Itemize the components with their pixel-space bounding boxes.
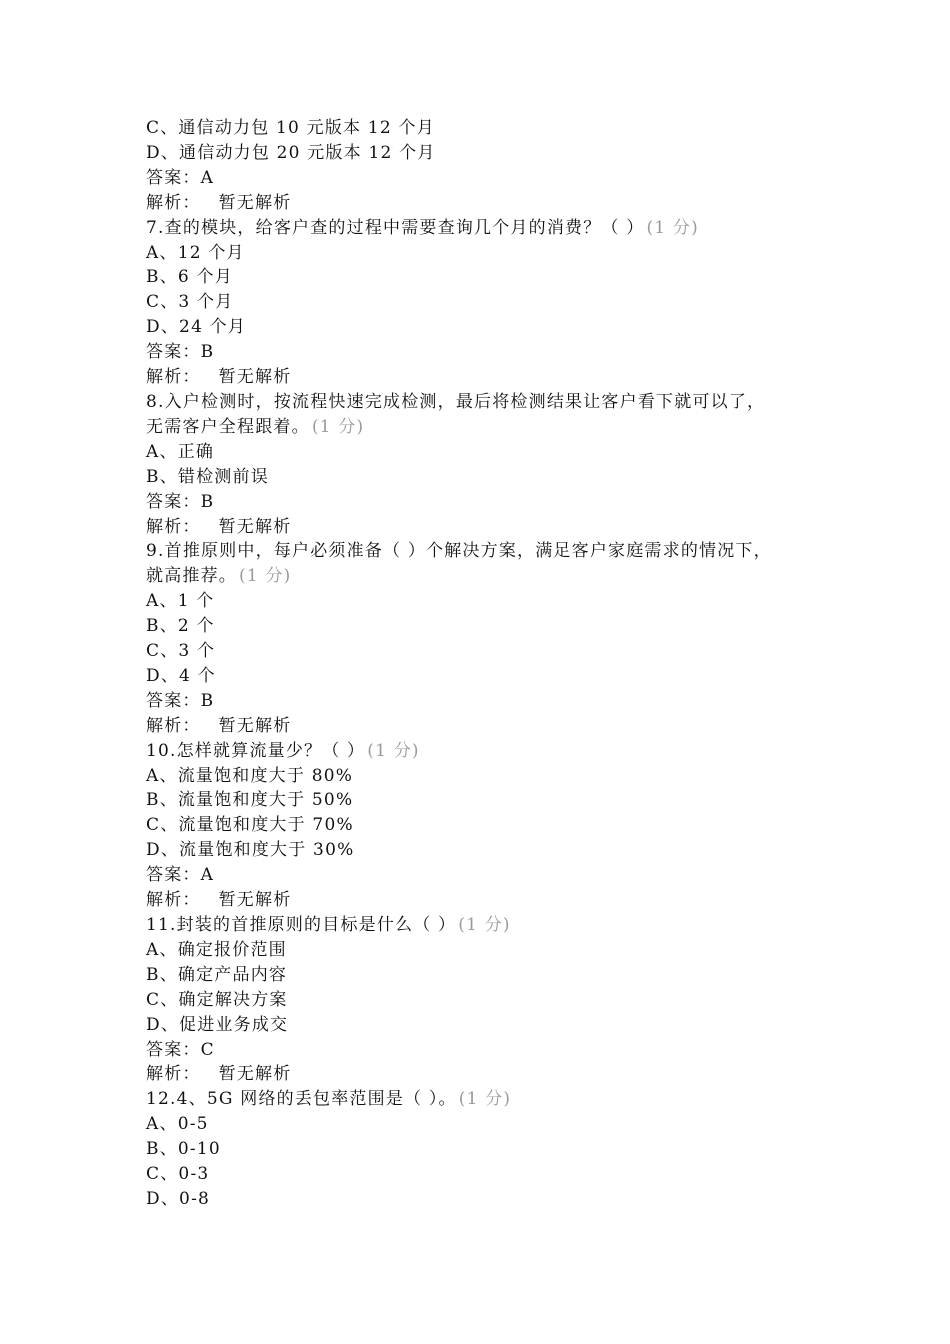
option-line	[146, 813, 826, 838]
option-separator: 、	[159, 616, 178, 637]
question-line	[146, 415, 826, 440]
option-text: 3 个月	[178, 292, 234, 313]
question-line	[146, 913, 826, 938]
option-separator: 、	[160, 142, 180, 163]
option-separator: 、	[160, 641, 179, 662]
analysis-value: 暂无解析	[218, 715, 292, 736]
option-line	[146, 838, 826, 863]
question-score: (1 分)	[458, 1089, 512, 1110]
option-text: 通信动力包 10 元版本 12 个月	[178, 118, 435, 138]
option-letter: A	[146, 939, 160, 960]
answer-line	[146, 863, 826, 888]
option-letter: D	[146, 317, 161, 338]
analysis-label: 解析：	[146, 192, 201, 213]
option-letter: B	[146, 466, 160, 487]
answer-value: C	[200, 1039, 215, 1060]
option-text: 24 个月	[179, 317, 247, 338]
option-line	[146, 1112, 826, 1137]
exam-document	[146, 116, 826, 1212]
option-separator: 、	[159, 964, 178, 985]
option-separator: 、	[159, 441, 178, 462]
option-separator: 、	[160, 118, 179, 138]
option-separator: 、	[160, 815, 179, 836]
analysis-line	[146, 714, 826, 739]
analysis-label: 解析：	[146, 516, 201, 537]
option-line	[146, 116, 826, 141]
option-letter: A	[146, 765, 160, 786]
analysis-value: 暂无解析	[218, 192, 292, 213]
analysis-value: 暂无解析	[218, 367, 292, 388]
option-separator: 、	[160, 989, 179, 1010]
question-number: 7.	[146, 217, 165, 238]
option-letter: B	[146, 1139, 160, 1160]
option-separator: 、	[159, 1139, 178, 1160]
answer-line	[146, 340, 826, 365]
option-letter: B	[146, 267, 160, 288]
option-separator: 、	[160, 1164, 179, 1185]
analysis-label: 解析：	[146, 1064, 201, 1085]
answer-label: 答案：	[146, 1039, 201, 1060]
option-letter: B	[146, 790, 160, 811]
answer-line	[146, 1038, 826, 1063]
question-line	[146, 739, 826, 764]
question-text: 入户检测时，按流程快速完成检测，最后将检测结果让客户看下就可以了，	[164, 391, 766, 412]
option-text: 通信动力包 20 元版本 12 个月	[179, 142, 436, 163]
question-number: 8.	[146, 391, 165, 412]
option-letter: C	[146, 1164, 161, 1185]
option-line	[146, 764, 826, 789]
option-text: 确定产品内容	[177, 964, 288, 985]
option-separator: 、	[160, 1188, 180, 1209]
option-separator: 、	[159, 765, 178, 786]
question-line	[146, 216, 826, 241]
option-text: 错检测前误	[177, 466, 269, 487]
analysis-label: 解析：	[146, 367, 201, 388]
option-line	[146, 963, 826, 988]
option-line	[146, 1187, 826, 1212]
option-letter: C	[146, 989, 161, 1010]
option-text: 0-5	[177, 1114, 209, 1135]
analysis-value: 暂无解析	[218, 516, 292, 537]
option-letter: B	[146, 964, 160, 985]
option-letter: A	[146, 591, 160, 612]
question-number: 11.	[146, 915, 177, 935]
question-score: (1 分)	[646, 217, 699, 238]
option-text: 3 个	[178, 641, 216, 662]
answer-label: 答案：	[146, 690, 201, 711]
option-separator: 、	[159, 939, 178, 960]
option-separator: 、	[159, 591, 178, 612]
option-text: 4 个	[179, 665, 216, 686]
answer-label: 答案：	[146, 865, 201, 886]
analysis-line	[146, 1062, 826, 1087]
analysis-label: 解析：	[146, 890, 201, 911]
option-letter: B	[146, 616, 160, 637]
option-text: 流量饱和度大于 50%	[177, 790, 354, 811]
option-line	[146, 141, 826, 166]
question-text: 4、5G 网络的丢包率范围是（ ）。	[176, 1089, 457, 1110]
question-score: (1 分)	[311, 416, 365, 437]
option-letter: D	[146, 665, 161, 686]
option-line	[146, 639, 826, 664]
option-text: 正确	[177, 441, 215, 462]
option-letter: D	[146, 1014, 161, 1035]
option-letter: C	[146, 118, 161, 138]
question-line	[146, 1087, 826, 1112]
option-line	[146, 988, 826, 1013]
option-letter: A	[146, 242, 160, 263]
option-text: 流量饱和度大于 80%	[177, 765, 354, 786]
option-text: 2 个	[177, 616, 215, 637]
option-separator: 、	[159, 1114, 178, 1135]
answer-value: A	[200, 865, 215, 886]
analysis-line	[146, 888, 826, 913]
answer-label: 答案：	[146, 167, 201, 188]
option-line	[146, 265, 826, 290]
answer-value: B	[200, 342, 215, 363]
option-text: 12 个月	[177, 242, 245, 263]
option-text: 确定解决方案	[178, 989, 288, 1010]
question-score: (1 分)	[458, 915, 511, 935]
option-separator: 、	[160, 665, 180, 686]
option-separator: 、	[159, 267, 178, 288]
analysis-value: 暂无解析	[218, 1064, 292, 1085]
option-line	[146, 788, 826, 813]
question-line	[146, 539, 826, 564]
analysis-line	[146, 191, 826, 216]
question-text: 无需客户全程跟着。	[146, 416, 310, 437]
option-letter: C	[146, 815, 161, 836]
question-text: 怎样就算流量少？（ ）	[176, 740, 366, 761]
option-line	[146, 290, 826, 315]
option-text: 确定报价范围	[177, 939, 287, 960]
question-number: 12.	[146, 1089, 177, 1110]
question-number: 9.	[146, 541, 165, 562]
answer-label: 答案：	[146, 342, 201, 363]
analysis-label: 解析：	[146, 715, 201, 736]
option-text: 促进业务成交	[179, 1014, 289, 1035]
option-line	[146, 614, 826, 639]
option-line	[146, 589, 826, 614]
question-line	[146, 564, 826, 589]
answer-value: B	[200, 690, 215, 711]
option-line	[146, 440, 826, 465]
question-text: 就高推荐。	[146, 566, 237, 587]
answer-line	[146, 490, 826, 515]
option-text: 1 个	[177, 591, 215, 612]
option-text: 流量饱和度大于 70%	[178, 815, 354, 836]
option-line	[146, 465, 826, 490]
option-text: 0-10	[177, 1139, 221, 1160]
option-line	[146, 1162, 826, 1187]
question-text: 查的模块，给客户查的过程中需要查询几个月的消费？（ ）	[164, 217, 645, 238]
option-letter: C	[146, 641, 161, 662]
answer-value: B	[200, 491, 215, 512]
question-text: 封装的首推原则的目标是什么（ ）	[176, 915, 457, 935]
answer-line	[146, 166, 826, 191]
option-letter: D	[146, 142, 161, 163]
option-line	[146, 1013, 826, 1038]
question-score: (1 分)	[367, 740, 420, 761]
answer-value: A	[200, 167, 215, 188]
option-separator: 、	[160, 317, 180, 338]
option-letter: A	[146, 441, 160, 462]
option-line	[146, 664, 826, 689]
option-text: 6 个月	[177, 267, 233, 288]
question-score: (1 分)	[239, 566, 292, 587]
option-separator: 、	[159, 466, 178, 487]
option-letter: D	[146, 1188, 161, 1209]
option-line	[146, 241, 826, 266]
option-line	[146, 1137, 826, 1162]
analysis-line	[146, 365, 826, 390]
option-line	[146, 315, 826, 340]
option-text: 流量饱和度大于 30%	[179, 840, 355, 861]
option-separator: 、	[159, 790, 178, 811]
answer-line	[146, 689, 826, 714]
option-text: 0-8	[179, 1188, 211, 1209]
option-separator: 、	[160, 840, 180, 861]
option-letter: C	[146, 292, 161, 313]
option-letter: A	[146, 1114, 160, 1135]
option-separator: 、	[160, 292, 179, 313]
option-text: 0-3	[178, 1164, 210, 1185]
option-separator: 、	[159, 242, 178, 263]
option-line	[146, 938, 826, 963]
option-letter: D	[146, 840, 161, 861]
question-number: 10.	[146, 740, 177, 761]
question-text: 首推原则中，每户必须准备（ ）个解决方案，满足客户家庭需求的情况下，	[164, 541, 772, 562]
question-line	[146, 390, 826, 415]
analysis-value: 暂无解析	[218, 890, 292, 911]
answer-label: 答案：	[146, 491, 201, 512]
option-separator: 、	[160, 1014, 180, 1035]
analysis-line	[146, 515, 826, 540]
